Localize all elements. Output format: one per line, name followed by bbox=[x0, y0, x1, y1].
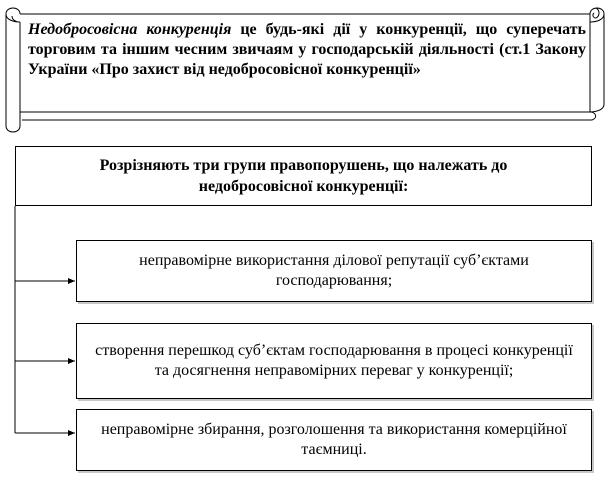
group-text-3: неправомірне збирання, розголошення та використання комерційної таємниці. bbox=[101, 421, 567, 458]
definition-body: це будь-які дії у конкуренції, що суперечать торговим та іншим чесним звичаям у господарській діяльності (ст.1 Закону України «Про захист від недобросовісної конкуренції» bbox=[28, 21, 586, 78]
group-box-3 bbox=[76, 409, 592, 471]
group-text-1: неправомірне використання ділової репутації суб’єктами господарювання; bbox=[139, 252, 529, 289]
groups-header-box bbox=[15, 146, 592, 206]
definition-term: Недобросовісна конкуренція bbox=[28, 21, 232, 38]
group-box-1 bbox=[76, 240, 592, 302]
groups-header-text: Розрізняють три групи правопорушень, що належать до недобросовісної конкуренції: bbox=[99, 157, 508, 195]
group-text-2: створення перешкод суб’єктам господарювання в процесі конкуренції та досягнення неправомірних переваг у конкуренції; bbox=[95, 342, 573, 379]
group-box-2 bbox=[76, 323, 592, 399]
definition-text bbox=[28, 20, 586, 80]
